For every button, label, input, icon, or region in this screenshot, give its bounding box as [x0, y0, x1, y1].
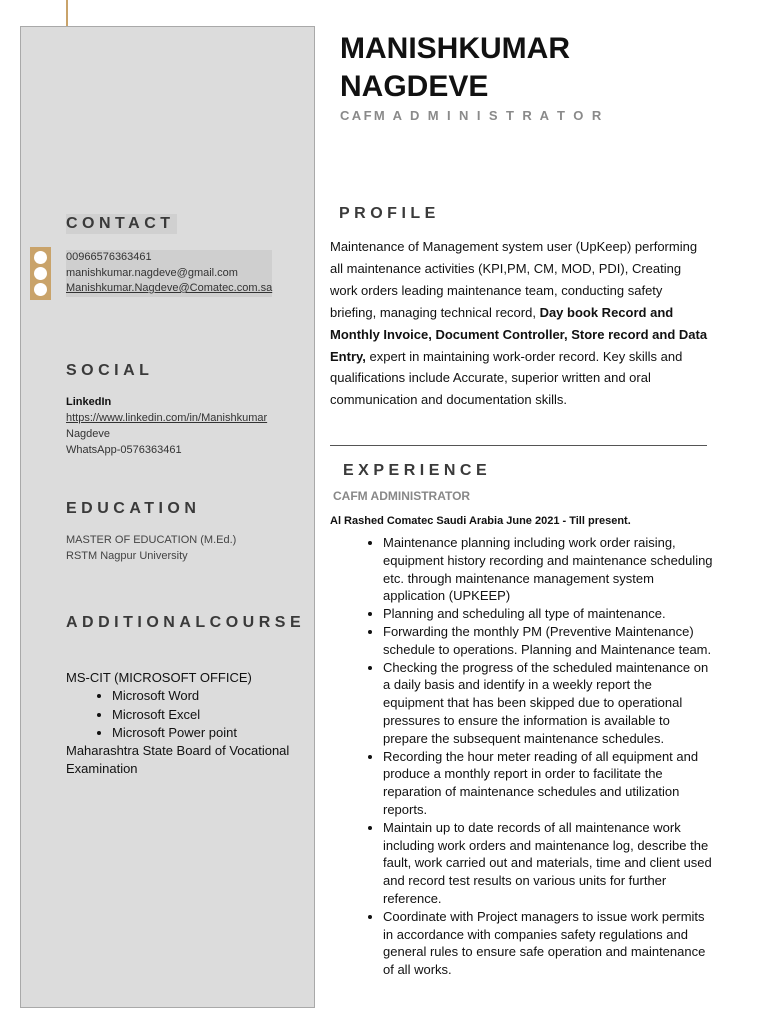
course-details — [66, 669, 306, 779]
experience-role: CAFM ADMINISTRATOR — [333, 489, 471, 503]
linkedin-link[interactable]: https://www.linkedin.com/in/Manishkumar — [66, 412, 268, 424]
contact-heading: CONTACT — [66, 215, 175, 232]
contact-phone: 00966576363461 — [66, 250, 272, 266]
education-heading: EDUCATION — [66, 500, 201, 517]
phone-icon — [34, 251, 47, 264]
resume-name — [340, 30, 570, 106]
duties-list — [330, 534, 715, 979]
section-divider — [330, 445, 707, 446]
experience-company: Al Rashed Comatec Saudi Arabia June 2021 - Till present. — [330, 515, 631, 527]
course-board: Maharashtra State Board of Vocational Examination — [66, 743, 290, 777]
duty-item: • Forwarding the monthly PM (Preventive Maintenance) schedule to operations. Planning and Maintenance team. — [383, 623, 715, 659]
web-icon — [34, 283, 47, 296]
course-item: • Microsoft Excel — [112, 706, 306, 724]
contact-icon-strip — [30, 247, 51, 300]
education-university: RSTM Nagpur University — [66, 550, 188, 562]
duty-item: • Maintenance planning including work order raising, equipment history recording and maintenance scheduling etc. through maintenance management system application (UPKEEP) — [383, 534, 715, 605]
profile-heading: PROFILE — [339, 205, 440, 222]
name-line-1: MANISHKUMAR — [340, 32, 570, 65]
course-name: MS-CIT (MICROSOFT OFFICE) — [66, 670, 252, 685]
course-item: • Microsoft Power point — [112, 724, 306, 742]
education-details — [66, 532, 236, 564]
duty-item: • Coordinate with Project managers to issue work permits in accordance with companies safety regulations and general rules to ensure safe operation and maintenance of all works. — [383, 908, 715, 979]
contact-email[interactable]: manishkumar.nagdeve@gmail.com — [66, 266, 272, 282]
course-item: • Microsoft Word — [112, 687, 306, 705]
email-icon — [34, 267, 47, 280]
job-title: CAFM A D M I N I S T R A T O R — [340, 108, 604, 123]
name-line-2: NAGDEVE — [340, 70, 489, 103]
course-list — [66, 687, 306, 742]
linkedin-link-cont: Nagdeve — [66, 428, 111, 440]
education-degree: MASTER OF EDUCATION (M.Ed.) — [66, 534, 237, 546]
contact-work-email[interactable]: Manishkumar.Nagdeve@Comatec.com.sa — [66, 281, 272, 297]
experience-heading: EXPERIENCE — [343, 462, 492, 479]
top-accent-line — [66, 0, 68, 26]
contact-details — [66, 250, 272, 297]
profile-text-bold: Day book Record and Monthly Invoice, Document Controller, Store record and Data Entry, — [330, 304, 708, 364]
duty-item: • Checking the progress of the scheduled maintenance on a daily basis and identify in a weekly report the equipment that has been skipped due to operational pressures to ensure the information is available to prepare the subsequent maintenance schedules. — [383, 659, 715, 748]
whatsapp-number: WhatsApp-0576363461 — [66, 444, 182, 456]
social-heading: SOCIAL — [66, 362, 154, 379]
experience-duties — [330, 534, 715, 979]
duty-item: • Planning and scheduling all type of maintenance. — [383, 605, 715, 623]
profile-text-part-1: Maintenance of Management system user (UpKeep) performing all maintenance activities (KPI,PM, CM, MOD, PDI), Creating work orders leading maintenance team, conducting safety briefing, managing technical record, — [330, 239, 698, 320]
profile-text — [330, 236, 710, 411]
social-details — [66, 394, 267, 458]
duty-item: • Recording the hour meter reading of all equipment and produce a monthly report in order to facilitate the reparation of maintenance schedules and utilization reports. — [383, 748, 715, 819]
profile-text-part-2: expert in maintaining work-order record. Key skills and qualifications include Accurate, superior written and oral communication and documentation skills. — [330, 348, 683, 408]
duty-item: • Maintain up to date records of all maintenance work including work orders and maintenance log, describe the fault, work carried out and materials, time and client used and record test results on various units for further reference. — [383, 819, 715, 908]
courses-heading: ADDITIONALCOURSE — [66, 614, 306, 631]
linkedin-label: LinkedIn — [66, 396, 112, 408]
